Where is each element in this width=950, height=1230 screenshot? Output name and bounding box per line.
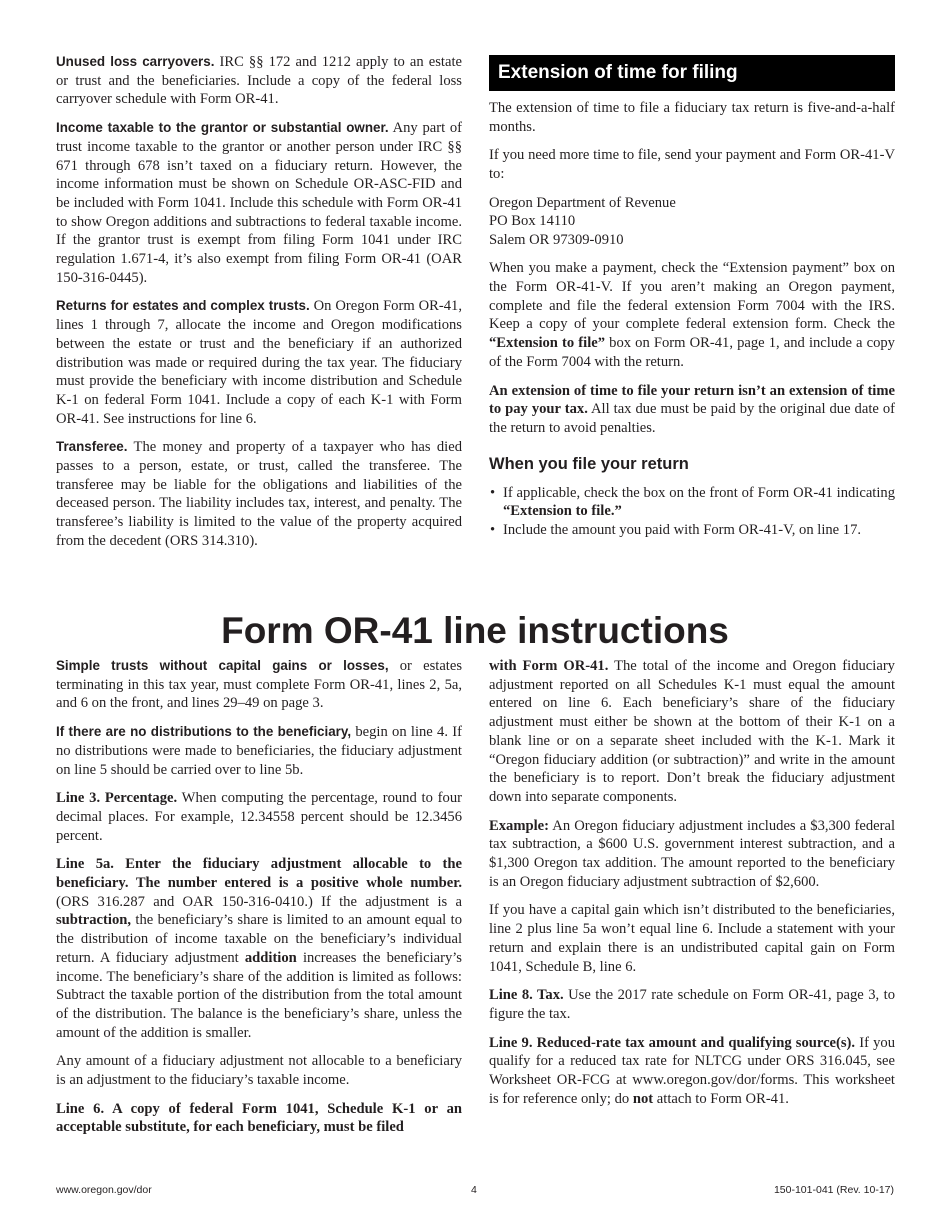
mailing-address [489,194,895,250]
footer-website: www.oregon.gov/dor [56,1184,152,1196]
any-amount-paragraph: Any amount of a fiduciary adjustment not allocable to a beneficiary is an adjustment to the fiduciary’s taxable income. [56,1053,462,1089]
line-6-continued-paragraph: with Form OR-41. The total of the income and Oregon fiduciary adjustment reported on all Schedules K-1 must equal the amount entered on line 6. Each beneficiary’s share of the fiduciary adjustment must either be shown at the bottom of their K-1 on a blank line or on a separate sheet included with the K-1. Mark it “Oregon fiduciary addition (or subtraction)” and write in the amount the beneficiary is to report. Don’t break the fiduciary adjustment down into separate components. [489,658,895,805]
page-number: 4 [471,1184,477,1196]
lower-right-column [489,657,895,1118]
line-8-paragraph: Line 8. Tax. Use the 2017 rate schedule on Form OR-41, page 3, to figure the tax. [489,987,895,1022]
extension-paragraph-4: An extension of time to file your return isn’t an extension of time to pay your tax. All tax due must be paid by the original due date of the return to avoid penalties. [489,382,895,436]
top-left-column [56,53,462,561]
form-id: 150-101-041 (Rev. 10-17) [773,1184,894,1196]
address-line: Oregon Department of Revenue [489,194,676,211]
when-you-file-list [489,484,895,540]
section-title: Form OR-41 line instructions [221,610,729,651]
lower-left-column [56,657,462,1147]
line-5a-paragraph: Line 5a. Enter the fiduciary adjustment allocable to the beneficiary. The number entered is a positive whole number. (ORS 316.287 and OAR 150-316-0410.) If the adjustment is a subtraction, the beneficiary’s share is limited to an amount equal to the distribution of income taxable on the beneficiary’s individual return. A fiduciary adjustment addition increases the beneficiary’s income. The beneficiary’s share of the addition is limited as follows: Subtract the taxable portion of the distribution from the total amount of the distribution. The balance is the beneficiary’s share, unless the amount of the addition is smaller. [56,856,462,1041]
address-line: Salem OR 97309-0910 [489,231,624,248]
when-you-file-heading: When you file your return [489,454,689,473]
capital-gain-paragraph: If you have a capital gain which isn’t distributed to the beneficiaries, line 2 plus line 5a won’t equal line 6. Include a statement with your return and explain there is an undistributed capital gain on Form 1041, Schedule B, line 6. [489,902,895,975]
grantor-paragraph: Income taxable to the grantor or substantial owner. Any part of trust income taxable to the grantor or another person under IRC §§ 671 through 678 isn’t taxed on a fiduciary return. However, the income information must be shown on Schedule OR-ASC-FID and be included with Form 1041. Include this schedule with Form OR-41 to show Oregon additions and subtractions to federal taxable income. If the grantor trust is exempt from filing Form 1041 under IRC regulation 1.671-4, it’s also exempt from filing Form OR-41 (OAR 150-316-0445). [56,120,463,286]
list-item: • Include the amount you paid with Form OR-41-V, on line 17. [489,521,895,540]
extension-paragraph-3: When you make a payment, check the “Extension payment” box on the Form OR-41-V. If you aren’t making an Oregon payment, complete and file the federal extension Form 7004 with the IRS. Keep a copy of your complete federal extension form. Check the “Extension to file” box on Form OR-41, page 1, and include a copy of the Form 7004 with the return. [489,260,895,370]
extension-header: Extension of time for filing [489,55,895,91]
unused-loss-paragraph: Unused loss carryovers. IRC §§ 172 and 1212 apply to an estate or trust and the beneficiaries. Include a copy of the federal loss carryover schedule with Form OR-41. [56,54,462,108]
returns-paragraph: Returns for estates and complex trusts. On Oregon Form OR-41, lines 1 through 7, allocate the income and Oregon modifications between the estate or trust and the beneficiary if an authorized distribution was made or required during the tax year. The fiduciary must provide the beneficiary with income distribution and Schedule K-1 on federal Form 1041. Include a copy of each K-1 with Form OR-41. See instructions for line 6. [56,298,462,427]
address-line: PO Box 14110 [489,213,576,230]
transferee-paragraph: Transferee. The money and property of a taxpayer who has died passes to a person, estate, or trust, called the transferee. The transferee may be liable for the obligations and liabilities of the deceased person. The liability includes tax, interest, and penalty. The transferee’s liability is limited to the value of the property acquired from the decedent (ORS 314.310). [56,439,462,549]
no-distributions-paragraph: If there are no distributions to the beneficiary, begin on line 4. If no distributions were made to beneficiaries, the fiduciary adjustment on line 5 should be carried over to line 5b. [56,724,463,778]
top-right-column [489,55,895,539]
example-paragraph: Example: An Oregon fiduciary adjustment includes a $3,300 federal tax subtraction, a $600 U.S. government interest subtraction, and a $1,300 Oregon tax addition. The amount reported to the beneficiary is an Oregon fiduciary adjustment subtraction of $2,600. [489,817,895,890]
list-item: • If applicable, check the box on the front of Form OR-41 indicating “Extension to file.” [489,484,895,521]
line-9-paragraph: Line 9. Reduced-rate tax amount and qualifying source(s). If you qualify for a reduced tax rate for NLTCG under ORS 316.045, see Worksheet OR-FCG at www.oregon.gov/dor/forms. This worksheet is for reference only; do not attach to Form OR-41. [489,1034,895,1107]
extension-paragraph-2: If you need more time to file, send your payment and Form OR-41-V to: [489,147,895,183]
line-3-paragraph: Line 3. Percentage. When computing the percentage, round to four decimal places. For example, 12.34558 percent should be 12.3456 percent. [56,790,462,844]
simple-trusts-paragraph: Simple trusts without capital gains or losses, or estates terminating in this tax year, must complete Form OR-41, lines 2, 5a, and 6 on the front, and lines 29–49 on page 3. [56,658,463,712]
extension-paragraph-1: The extension of time to file a fiduciary tax return is five-and-a-half months. [489,100,895,135]
line-6-paragraph: Line 6. A copy of federal Form 1041, Schedule K-1 or an acceptable substitute, for each beneficiary, must be filed [56,1100,462,1136]
